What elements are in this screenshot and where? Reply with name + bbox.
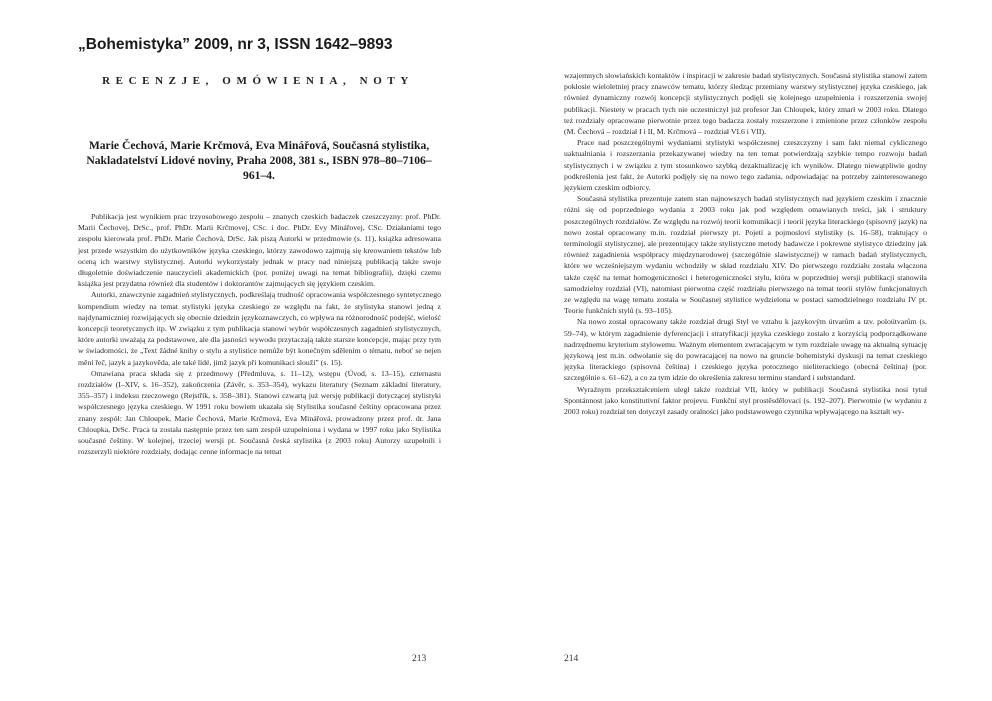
paragraph: Autorki, znawczynie zagadnień stylistycznych, podkreślają trudność opracowania współczesnego syntetycznego kompendium wiedzy na temat stylistyki języka czeskiego ze względu na fakt, że stylistyka stanowi jedną z najdynamiczniej rozwijających się obecnie dziedzin językoznawczych, co wpływa na różnorodność podejść, wielość koncepcji teoretycznych itp. W związku z tym publikacja stanowi wybór współczesnych zagadnień stylistycznych, które autorki uważają za podstawowe, ale dla jasności wywodu przytaczają także starsze koncepcje, mając przy tym w świadomości, że „Text žádné knihy o stylu a stylistice nemůže být konečným sdělením o tématu, neboť se nejen mění řeč, jazyk a jazykověda, ale také lidé, jimž jazyk při komunikaci slouží” (s. 15). bbox=[78, 290, 441, 367]
review-title: Marie Čechová, Marie Krčmová, Eva Minářová, Současná stylistika, Nakladatelství Lidové noviny, Praha 2008, 381 s., ISBN 978–80–7106–961–4. bbox=[86, 139, 432, 182]
paragraph: wzajemnych słowiańskich kontaktów i inspiracji w zakresie badań stylistycznych. Současná stylistika stanowi zatem pokłosie wieloletniej pracy znawców tematu, którzy śledząc przemiany warstwy stylistycznej języka czeskiego, jak również dynamiczny rozwój koncepcji stylistycznych podjęli się kolejnego uzupełnienia i rozszerzenia swojej publikacji. Niestety w pracach tych nie uczestniczył już profesor Jan Chloupek, który zmarł w 2003 roku. Dlatego też rozdziały opracowane pierwotnie przez tego badacza zostały rozszerzone i zmienione przez członków zespołu (M. Čechová – rozdział I i II, M. Krčmová – rozdział VI.6 i VII). bbox=[564, 71, 927, 137]
paragraph: Na nowo został opracowany także rozdział drugi Styl ve vztahu k jazykovým útvarům a tzv. poloútvarům (s. 59–74), w którym zagadnienie dyferencjacji i stratyfikacji języka czeskiego zostało z korzyścią podporządkowane nadrzędnemu kryterium stylowemu. Ważnym elementem zwracającym w tym rozdziale uwagę na aktualną sytuację językową jest m.in. odwołanie się do powracającej na nowo na gruncie bohemistyki dyskusji na temat czeskiego języka literackiego (spisovná čeština) i czeskiego języka potocznego nieliterackiego (obecná čeština) (por. szczególnie s. 61–62), a co za tym idzie do określenia zakresu terminu standard i substandard. bbox=[564, 317, 927, 383]
right-page bbox=[496, 0, 992, 701]
paragraph: Současná stylistika prezentuje zatem stan najnowszych badań stylistycznych nad językiem czeskim i znacznie różni się od poprzedniego wydania z 2003 roku jak pod względem omawianych treści, jak i struktury poszczególnych rozdziałów. Ze względu na rozwój teorii komunikacji i teorii języka literackiego (spisovný jazyk) na nowo został opracowany m.in. rozdział pierwszy pt. Pojetí a pojmosloví stylistiky (s. 16–58), traktujący o terminologii stylistycznej, ale prezentujący także stylistyczne metody badawcze i pokrewne stylistyce dziedziny jak również zagadnienia współpracy międzynarodowej (szczególnie slawistycznej) w ramach badań stylistycznych, które we wcześniejszym wydaniu wchodziły w skład rozdziału XIV. Do pierwszego rozdziału została włączona także część na temat homogeniczności i heterogeniczności stylu, która w poprzedniej wersji publikacji stanowiła samodzielny rozdział (VI), natomiast pierwotna część rozdziału pierwszego na temat teorii stylów funkcjonalnych ze względu na wagę tematu została w Současnej stylistice wydzielona w postaci samodzielnego rozdziału IV pt. Teorie funkčních stylů (s. 93–105). bbox=[564, 194, 927, 316]
journal-header: „Bohemistyka” 2009, nr 3, ISSN 1642–9893 bbox=[78, 36, 393, 53]
page-number: 213 bbox=[412, 654, 427, 664]
left-text-column bbox=[78, 211, 441, 457]
paragraph: Wyraźnym przekształceniem uległ także rozdział VII, który w publikacji Současná stylistika nosi tytuł Spontánnost jako konstitutivní faktor projevu. Funkční styl prostěsdělovací (s. 192–207). Pierwotnie (w wydaniu z 2003 roku) rozdział ten dotyczył zasady oralności jako podstawowego czynnika wpływającego na kształt wy- bbox=[564, 384, 927, 417]
section-title: RECENZJE, OMÓWIENIA, NOTY bbox=[102, 75, 414, 87]
paragraph: Prace nad poszczególnymi wydaniami stylistyki współczesnej czeszczyzny i sam fakt niemal cyklicznego uaktualniania i rozszerzania przekazywanej wiedzy na ten temat potwierdzają szybkie tempo rozwoju badań stylistycznych i w związku z tym stosunkowo szybką dezaktualizację ich wyników. Dlatego niewątpliwie godny podkreślenia jest fakt, że Autorki podjęły się na nowo tego zadania, odpowiadając na potrzeby zainteresowanego językiem czeskim odbiorcy. bbox=[564, 138, 927, 193]
page-number: 214 bbox=[564, 654, 579, 664]
paragraph: Omawiana praca składa się z przedmowy (Předmluva, s. 11–12), wstępu (Úvod, s. 13–15), czternastu rozdziałów (I–XIV, s. 16–352), zakończenia (Závěr, s. 353–354), wykazu literatury (Seznam základní literatury, 355–357) i indeksu rzeczowego (Rejstřík, s. 358–381). Stanowi czwartą już wersję publikacji dotyczącej stylistyki współczesnego języka czeskiego. W 1991 roku bowiem ukazała się Stylistika současné češtiny opracowana przez znany zespół: Jan Chloupek, Marie Čechová, Marie Krčmová, Eva Minářová, prowadzony przez prof. dr. Jana Chloupka, DrSc. Praca ta została następnie przez ten sam zespół uzupełniona i wydana w 1997 roku jako Stylistika současné češtiny. W kolejnej, trzeciej wersji pt. Současná česká stylistika (z 2003 roku) Autorzy uzupełnili i rozszerzyli niektóre rozdziały, dodając cenne informacje na temat bbox=[78, 368, 441, 457]
right-text-column bbox=[564, 70, 927, 417]
paragraph: Publikacja jest wynikiem prac trzyosobowego zespołu – znanych czeskich badaczek czeszczyzny: prof. PhDr. Marii Čechovej, DrSc., prof. PhDr. Marii Krčmovej, CSc. i doc. PhDr. Evy Minářovej, CSc. Działaniami tego zespołu kierowała prof. PhDr. Marie Čechová, DrSc. Jak piszą Autorki w przedmowie (s. 11), książka adresowana jest przede wszystkim do użytkowników języka czeskiego, którzy zawodowo zajmują się kreowaniem tekstów lub oceną ich warstwy stylistycznej. Autorki wykorzystały jednak w pracy nad niniejszą publikacją także swoje długoletnie doświadczenie nauczycieli akademickich (por. poniżej uwagi na temat bibliografii), dzięki czemu książka jest przydatna również dla studentów i doktorantów zajmujących się językiem czeskim. bbox=[78, 212, 441, 289]
